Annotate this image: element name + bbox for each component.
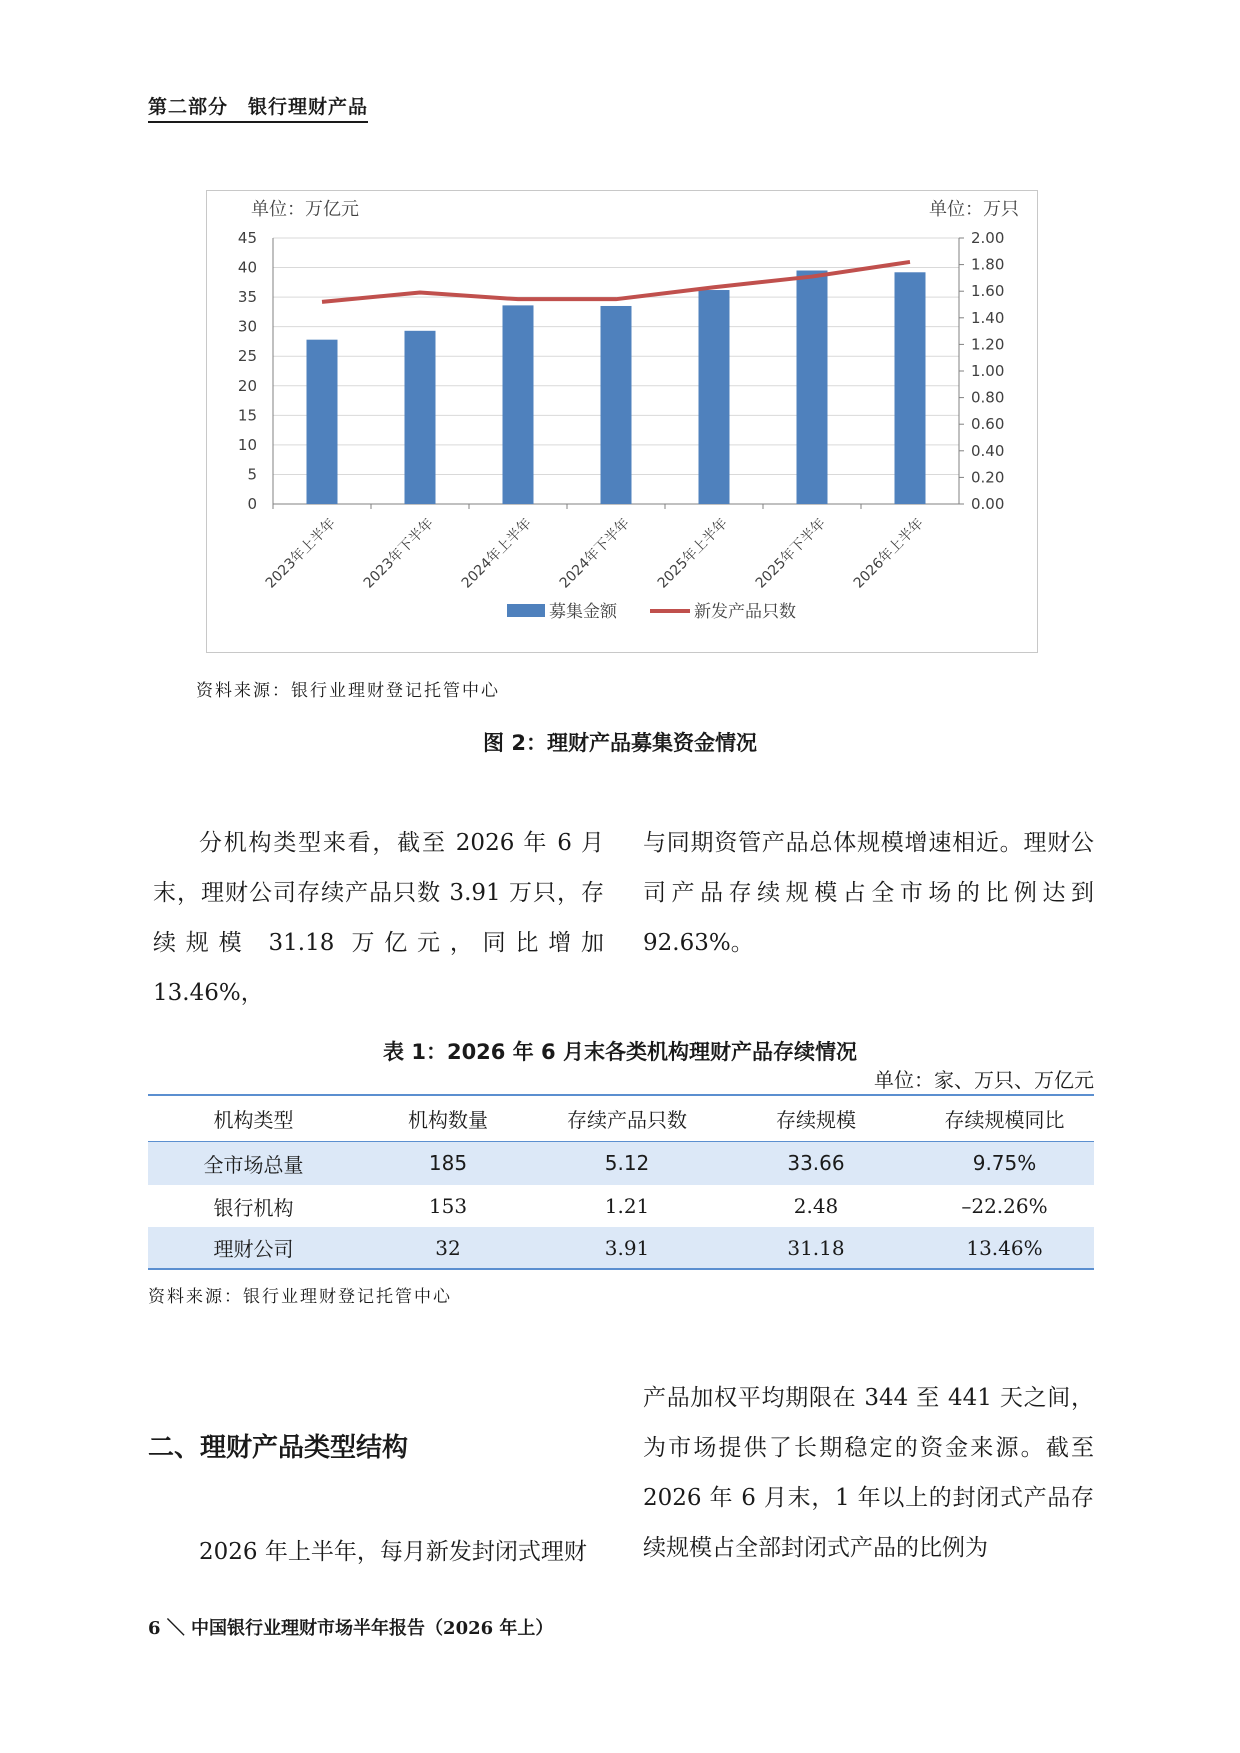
figure-source: 资料来源：银行业理财登记托管中心: [196, 681, 500, 701]
legend-bar-label: 募集金额: [549, 602, 617, 622]
right-tick-label: 0.80: [971, 388, 1005, 407]
table-source: 资料来源：银行业理财登记托管中心: [148, 1287, 452, 1307]
table-cell: 153: [428, 1194, 468, 1218]
x-tick-label: 2024年上半年: [458, 515, 535, 592]
table-header-cell: 存续产品只数: [537, 1095, 717, 1141]
table-cell: 33.66: [717, 1141, 915, 1185]
table-header-cell: 机构数量: [359, 1095, 537, 1141]
right-tick-label: 0.00: [971, 495, 1005, 513]
left-tick-label: 15: [237, 406, 257, 425]
x-tick-label: 2023年下半年: [360, 515, 437, 592]
left-tick-label: 25: [237, 347, 257, 366]
bar: [405, 331, 436, 504]
bar: [307, 340, 338, 504]
table-cell: 31.18: [717, 1227, 915, 1269]
right-tick-label: 1.40: [971, 308, 1005, 327]
table-cell: 理财公司: [148, 1227, 359, 1269]
bar: [503, 305, 534, 504]
left-tick-label: 35: [237, 288, 257, 307]
right-tick-label: 0.40: [971, 441, 1005, 460]
paragraph-right-1: 与同期资管产品总体规模增速相近。理财公司产品存续规模占全市场的比例达到 92.63%。: [643, 830, 1094, 956]
x-tick-label: 2024年下半年: [556, 515, 633, 592]
bar: [797, 271, 828, 504]
right-tick-label: 2.00: [971, 229, 1005, 247]
legend-line-label: 新发产品只数: [694, 602, 796, 622]
table-cell: 9.75%: [915, 1141, 1094, 1185]
right-axis-unit: 单位：万只: [929, 199, 1019, 220]
table-row: [148, 1141, 1094, 1185]
left-tick-label: 30: [237, 317, 257, 336]
table-cell: 13.46%: [915, 1227, 1094, 1269]
table-cell: 185: [359, 1141, 537, 1185]
table-caption: 表 1：2026 年 6 月末各类机构理财产品存续情况: [383, 1040, 857, 1064]
table-row: [148, 1227, 1094, 1269]
right-tick-label: 1.80: [971, 255, 1005, 274]
table-header-cell: 存续规模同比: [915, 1095, 1094, 1141]
table-cell: 银行机构: [213, 1195, 294, 1220]
right-tick-label: 0.20: [971, 468, 1005, 487]
right-tick-label: 1.00: [971, 362, 1005, 380]
left-tick-label: 45: [237, 229, 257, 247]
table-cell: 全市场总量: [148, 1141, 359, 1185]
left-tick-label: 0: [247, 495, 257, 513]
table-header-cell: 存续规模: [717, 1095, 915, 1141]
left-tick-label: 20: [237, 376, 257, 395]
section-heading: 二、理财产品类型结构: [148, 1433, 409, 1463]
table-unit: 单位：家、万只、万亿元: [874, 1068, 1094, 1092]
right-tick-label: 1.60: [971, 282, 1005, 301]
paragraph-left-2: 2026 年上半年，每月新发封闭式理财: [199, 1539, 587, 1565]
table-row: [148, 1185, 1094, 1227]
table-cell: 3.91: [537, 1227, 717, 1269]
x-tick-label: 2025年下半年: [752, 515, 829, 592]
x-tick-label: 2026年上半年: [850, 515, 927, 592]
table-cell: 2.48: [793, 1194, 839, 1218]
x-tick-label: 2023年上半年: [262, 515, 339, 592]
institution-table: [148, 1094, 1094, 1270]
table-cell: 5.12: [537, 1141, 717, 1185]
figure-caption: 图 2：理财产品募集资金情况: [483, 731, 757, 755]
right-tick-label: 1.20: [971, 335, 1005, 354]
left-tick-label: 10: [237, 435, 257, 454]
table-cell: 1.21: [604, 1194, 650, 1218]
paragraph-left-1: 分机构类型来看，截至 2026 年 6 月末，理财公司存续产品只数 3.91 万只，存续规模 31.18 万亿元，同比增加 13.46%，: [153, 830, 604, 1006]
page-footer: 6 ＼ 中国银行业理财市场半年报告（2026 年上）: [148, 1618, 554, 1639]
chart-figure: [206, 190, 1038, 653]
table-cell: 32: [359, 1227, 537, 1269]
left-axis-unit: 单位：万亿元: [251, 199, 359, 220]
left-tick-label: 5: [247, 465, 257, 484]
bar: [895, 272, 926, 504]
table-header-cell: 机构类型: [148, 1095, 359, 1141]
paragraph-right-2: 产品加权平均期限在 344 至 441 天之间，为市场提供了长期稳定的资金来源。截至 2026 年 6 月末，1 年以上的封闭式产品存续规模占全部封闭式产品的比例为: [643, 1385, 1094, 1561]
left-tick-label: 40: [237, 258, 257, 277]
combo-chart: [207, 191, 1039, 654]
section-header: 第二部分 银行理财产品: [148, 92, 368, 123]
bar: [601, 306, 632, 504]
right-tick-label: 0.60: [971, 415, 1005, 434]
bar: [699, 290, 730, 504]
table-cell: –22.26%: [961, 1194, 1048, 1218]
table-header-row: [148, 1095, 1094, 1141]
legend-bar-swatch: [507, 604, 545, 617]
x-tick-label: 2025年上半年: [654, 515, 731, 592]
